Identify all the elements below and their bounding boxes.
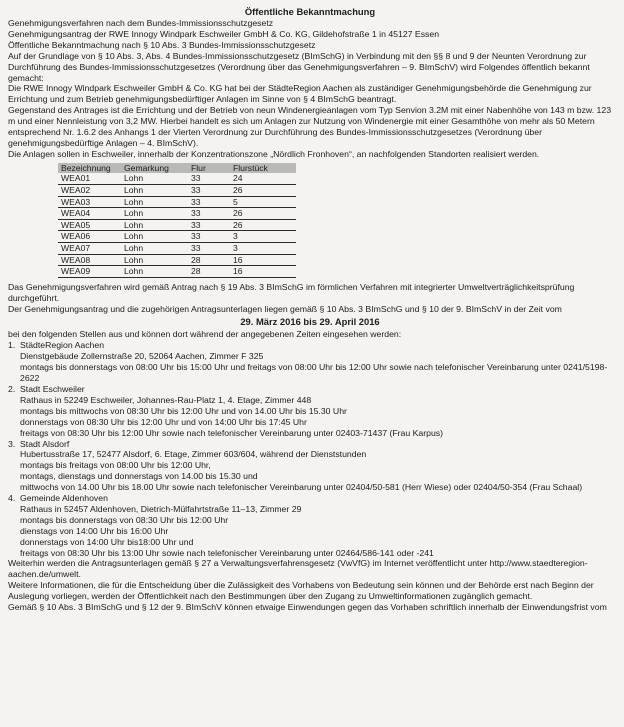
table-cell: 33 (188, 219, 230, 231)
intro-paragraph: Die RWE Innogy Windpark Eschweiler GmbH & Co. KG hat bei der StädteRegion Aachen als zuständiger Genehmigungsbehörde die Genehmigung zur Errichtung und zum Betrieb genehmigungsbedürftiger Anlagen im Sinne von § 4 BImSchG beantragt. (8, 83, 592, 105)
location-heading (8, 493, 612, 504)
table-cell: WEA07 (58, 242, 121, 254)
intro-line: Genehmigungsverfahren nach dem Bundes-Immissionsschutzgesetz (8, 18, 274, 28)
table-cell: 3 (230, 231, 296, 243)
table-row (58, 266, 296, 278)
intro-line: Genehmigungsantrag der RWE Innogy Windpark Eschweiler GmbH & Co. KG, Gildehofstraße 1 in 45127 Essen (8, 28, 440, 39)
period-followup: bei den folgenden Stellen aus und können dort während der angegebenen Zeiten eingesehen werden: (8, 329, 402, 340)
location-line: Hubertusstraße 17, 52477 Alsdorf, 6. Etage, Zimmer 603/604, während der Dienststunden (20, 449, 367, 460)
intro-paragraph: Auf der Grundlage von § 10 Abs. 3, Abs. 4 Bundes-Immissionsschutzgesetz (BImSchG) in Verbindung mit den §§ 8 und 9 der Neunten Verordnung zur Durchführung des Bundes-Immissionsschutzgesetzes (Verordnung über das Genehmigungsverfahren – 9. BImSchV) wird Folgendes öffentlich bekannt gemacht: (8, 50, 590, 83)
table-cell: 16 (230, 254, 296, 266)
location-heading (8, 340, 612, 351)
location-line: donnerstags von 14:00 Uhr bis18:00 Uhr und (20, 536, 194, 547)
table-cell: 5 (230, 196, 296, 208)
table-cell: 33 (188, 173, 230, 184)
column-header: Flurstück (230, 163, 296, 174)
table-row (58, 254, 296, 266)
location-number: 2. (8, 383, 16, 394)
location-line: montags bis freitags von 08:00 Uhr bis 12:00 Uhr, (20, 460, 211, 471)
table-cell: 26 (230, 208, 296, 220)
table-cell: 26 (230, 219, 296, 231)
location-line: freitags von 08:30 Uhr bis 12:00 Uhr sowie nach telefonischer Vereinbarung unter 02403-71437 (Frau Karpus) (20, 427, 444, 438)
table-row (58, 231, 296, 243)
closing-paragraph: Gemäß § 10 Abs. 3 BImSchG und § 12 der 9. BImSchV können etwaige Einwendungen gegen das Vorhaben schriftlich innerhalb der Einwendungsfrist vom (8, 602, 607, 613)
table-cell: 16 (230, 266, 296, 278)
announcement-title: Öffentliche Bekanntmachung (244, 6, 376, 17)
closing-paragraph: Weitere Informationen, die für die Entscheidung über die Zulässigkeit des Vorhabens von Bedeutung sein können und der Behörde erst nach Beginn der Auslegung vorliegen, werden der Öffentlichkeit nach den Bestimmungen über den Zugang zu Umweltinformationen zugänglich gemacht. (8, 580, 594, 602)
table-header-row (58, 163, 296, 174)
table-cell: 33 (188, 242, 230, 254)
table-cell: 3 (230, 242, 296, 254)
table-cell: Lohn (121, 242, 188, 254)
table-cell: 33 (188, 208, 230, 220)
location-line: Rathaus in 52249 Eschweiler, Johannes-Rau-Platz 1, 4. Etage, Zimmer 448 (20, 394, 312, 405)
table-cell: Lohn (121, 266, 188, 278)
table-row (58, 242, 296, 254)
table-row (58, 219, 296, 231)
table-cell: 33 (188, 184, 230, 196)
closing-block (8, 558, 612, 613)
parcel-table (58, 163, 296, 278)
table-cell: 33 (188, 231, 230, 243)
location-line: montags, dienstags und donnerstags von 14.00 bis 15.30 und (20, 471, 258, 482)
table-cell: WEA09 (58, 266, 121, 278)
table-row (58, 184, 296, 196)
closing-paragraph: Weiterhin werden die Antragsunterlagen gemäß § 27 a Verwaltungsverfahrensgesetz (VwVfG) im Internet veröffentlicht unter http://www.staedteregion-aachen.de/umwelt. (8, 558, 588, 580)
location-name: Stadt Eschweiler (20, 383, 85, 394)
location-line: montags bis donnerstags von 08:30 Uhr bis 12:00 Uhr (20, 514, 229, 525)
table-row (58, 208, 296, 220)
location-line: montags bis mittwochs von 08:30 Uhr bis 12:00 Uhr und von 14.00 Uhr bis 15.30 Uhr (20, 405, 347, 416)
location-1 (8, 340, 612, 384)
table-cell: Lohn (121, 254, 188, 266)
location-line: dienstags von 14:00 Uhr bis 16:00 Uhr (20, 525, 169, 536)
location-line: montags bis donnerstags von 08:00 Uhr bis 15:00 Uhr und freitags von 08:00 Uhr bis 12:00 Uhr sowie nach telefonischer Vereinbarung unter 0241/5198-2622 (20, 362, 608, 384)
column-header: Flur (188, 163, 230, 174)
location-heading (8, 384, 612, 395)
table-cell: WEA02 (58, 184, 121, 196)
procedure-paragraph: Der Genehmigungsantrag und die zugehörigen Antragsunterlagen liegen gemäß § 10 Abs. 3 BImSchG und § 10 der 9. BImSchV in der Zeit vom (8, 303, 562, 314)
table-cell: Lohn (121, 184, 188, 196)
table-row (58, 173, 296, 184)
location-line: donnerstags von 08:30 Uhr bis 12:00 Uhr und von 14:00 Uhr bis 17:45 Uhr (20, 416, 307, 427)
procedure-paragraph: Das Genehmigungsverfahren wird gemäß Antrag nach § 19 Abs. 3 BImSchG im förmlichen Verfahren mit integrierter Umweltverträglichkeitsprüfung durchgeführt. (8, 281, 575, 303)
location-line: freitags von 08:30 Uhr bis 13:00 Uhr sowie nach telefonischer Vereinbarung unter 02464/586-141 oder -241 (20, 547, 434, 558)
column-header: Bezeichnung (58, 163, 121, 174)
table-cell: WEA08 (58, 254, 121, 266)
intro-line: Öffentliche Bekanntmachung nach § 10 Abs. 3 Bundes-Immissionsschutzgesetz (8, 39, 316, 50)
location-number: 3. (8, 438, 16, 449)
table-cell: WEA03 (58, 196, 121, 208)
table-cell: WEA01 (58, 173, 121, 184)
intro-paragraph: Die Anlagen sollen in Eschweiler, innerhalb der Konzentrationszone „Nördlich Fronhoven“, an nachfolgenden Standorten realisiert werden. (8, 148, 540, 159)
table-cell: WEA05 (58, 219, 121, 231)
table-cell: 24 (230, 173, 296, 184)
location-line: Rathaus in 52457 Aldenhoven, Dietrich-Mülfahrtstraße 11–13, Zimmer 29 (20, 503, 302, 514)
table-row (58, 196, 296, 208)
intro-block (8, 18, 612, 160)
table-cell: Lohn (121, 196, 188, 208)
table-cell: Lohn (121, 219, 188, 231)
table-cell: 33 (188, 196, 230, 208)
table-cell: WEA04 (58, 208, 121, 220)
table-cell: 28 (188, 266, 230, 278)
location-number: 4. (8, 493, 16, 504)
table-cell: 28 (188, 254, 230, 266)
table-cell: Lohn (121, 231, 188, 243)
intro-paragraph: Gegenstand des Antrages ist die Errichtung und der Betrieb von neun Windenergieanlagen vom Typ Senvion 3.2M mit einer Nabenhöhe von 143 m bzw. 123 m und einer Nennleistung von 3,2 MW. Hierbei handelt es sich um Anlagen zur Nutzung von Windenergie mit einer Gesamthöhe von mehr als 50 Metern entsprechend Nr. 1.6.2 des Anhangs 1 der Vierten Verordnung zur Durchführung des Bundes-Immissionsschutzgesetzes (Verordnung über genehmigungsbedürftige Anlagen – 4. BImSchV). (8, 105, 612, 148)
display-period: 29. März 2016 bis 29. April 2016 (240, 316, 380, 328)
location-name: Stadt Alsdorf (20, 438, 70, 449)
location-number: 1. (8, 340, 16, 351)
procedure-block (8, 282, 612, 315)
location-2 (8, 384, 612, 439)
location-name: Gemeinde Aldenhoven (20, 493, 108, 504)
location-line: Dienstgebäude Zollernstraße 20, 52064 Aachen, Zimmer F 325 (20, 351, 264, 362)
location-4 (8, 493, 612, 558)
table-cell: 26 (230, 184, 296, 196)
table-cell: Lohn (121, 173, 188, 184)
location-line: mittwochs von 14.00 Uhr bis 18.00 Uhr sowie nach telefonischer Vereinbarung unter 02404/50-581 (Herr Wiese) oder 02404/50-354 (Frau Schaal) (20, 482, 583, 493)
table-cell: Lohn (121, 208, 188, 220)
location-name: StädteRegion Aachen (20, 340, 105, 351)
column-header: Gemarkung (121, 163, 188, 174)
location-3 (8, 439, 612, 494)
table-cell: WEA06 (58, 231, 121, 243)
location-heading (8, 439, 612, 450)
